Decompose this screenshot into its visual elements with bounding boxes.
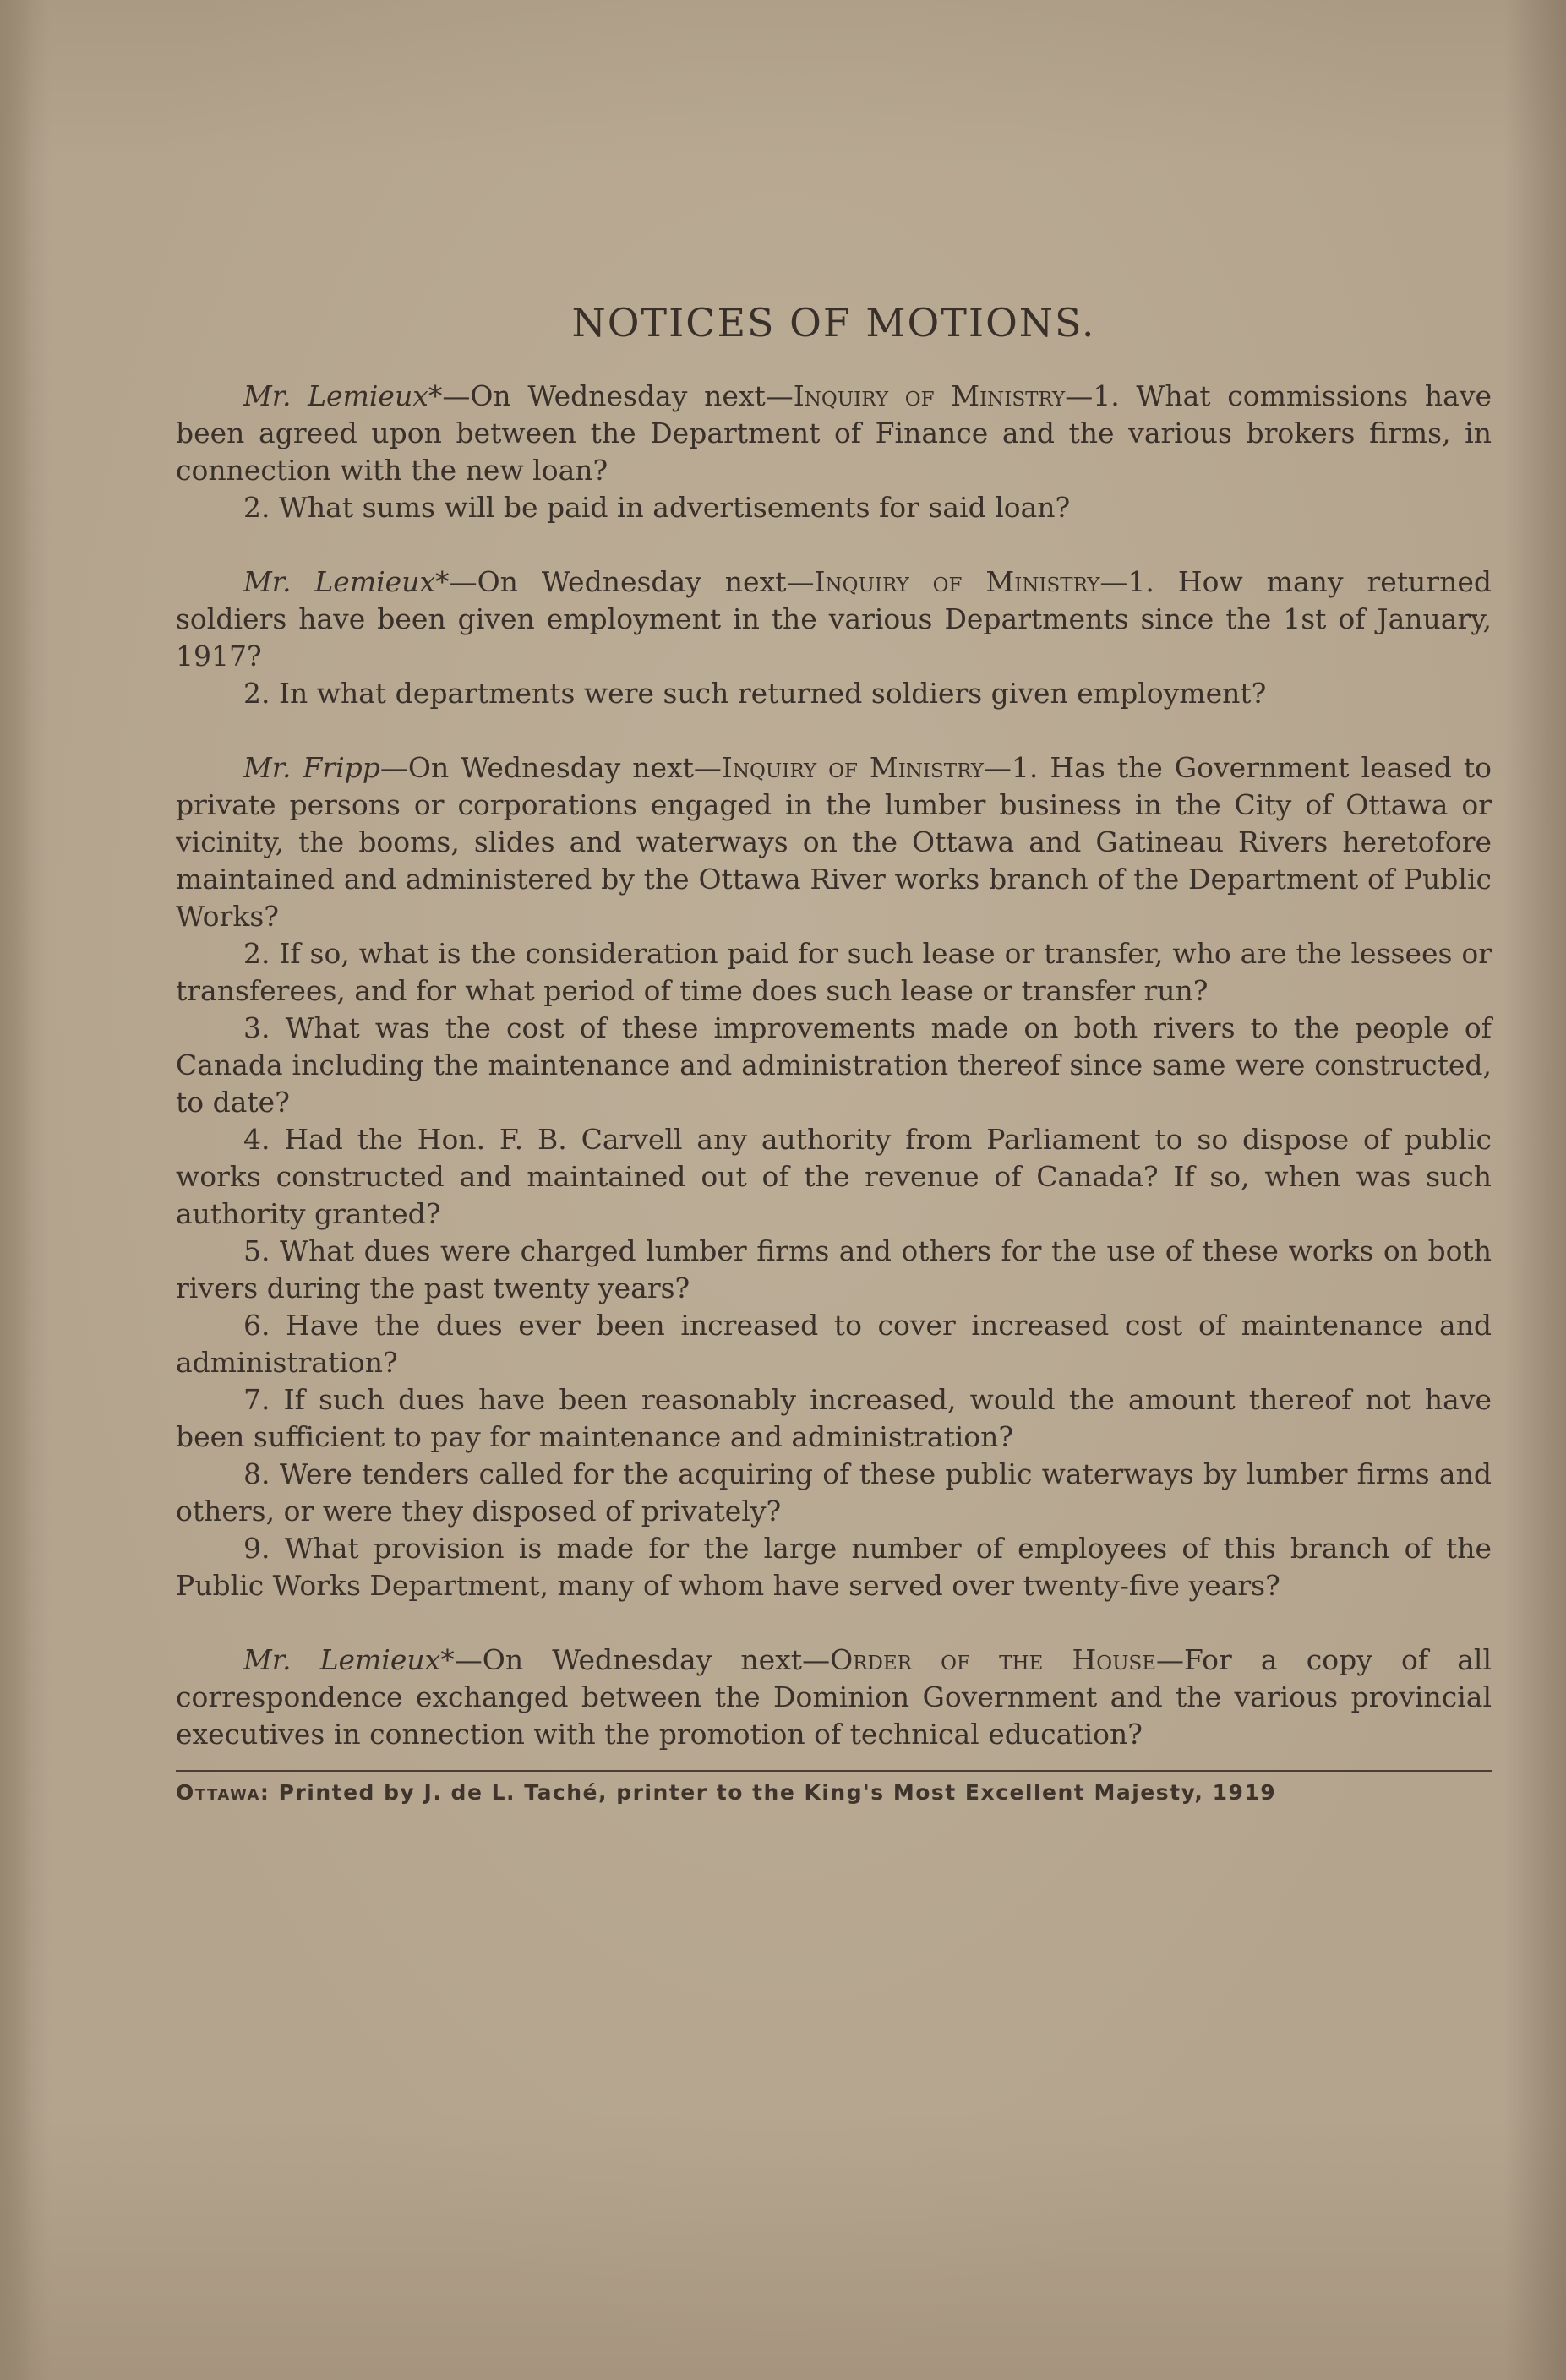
motion-question: 4. Had the Hon. F. B. Carvell any authority from Parliament to so dispose of public works constructed and maintained out of the revenue of Canada? If so, when was such authority granted?: [176, 1123, 1492, 1230]
motion-mover: Mr. Lemieux*: [243, 565, 450, 598]
page-title: NOTICES OF MOTIONS.: [571, 300, 1096, 346]
document: [176, 300, 1492, 1805]
motion: [176, 378, 1492, 526]
motion-intro: —For a copy of all correspondence exchanged between the Dominion Government and the various provincial executives in connection with the promotion of technical education?: [176, 1643, 1492, 1751]
motion-intro: —1. What commissions have been agreed upon between the Department of Finance and the various brokers firms, in connection with the new loan?: [176, 379, 1492, 487]
motion-question: 9. What provision is made for the large number of employees of this branch of the Public Works Department, many of whom have served over twenty-five years?: [176, 1532, 1492, 1602]
page-edge: [0, 0, 32, 2380]
motion-question: 6. Have the dues ever been increased to cover increased cost of maintenance and administration?: [176, 1309, 1492, 1379]
motion-mover: Mr. Lemieux*: [243, 1643, 455, 1676]
motion-question: 5. What dues were charged lumber firms and others for the use of these works on both rivers during the past twenty years?: [176, 1234, 1492, 1304]
motion-intro: —1. Has the Government leased to private persons or corporations engaged in the lumber business in the City of Ottawa or vicinity, the booms, slides and waterways on the Ottawa and Gatineau Rivers heretofore maintained and administered by the Ottawa River works branch of the Department of Public Works?: [176, 751, 1492, 933]
motion: [176, 749, 1492, 1604]
motion-question: 7. If such dues have been reasonably increased, would the amount thereof not have been sufficient to pay for maintenance and administration?: [176, 1383, 1492, 1453]
motion-question: 2. If so, what is the consideration paid for such lease or transfer, who are the lessees or transferees, and for what period of time does such lease or transfer run?: [176, 937, 1492, 1007]
motion: [176, 564, 1492, 712]
motion-kind: Order of the House: [830, 1643, 1157, 1676]
motion-mover: Mr. Fripp: [243, 751, 380, 784]
motion-question: 3. What was the cost of these improvements made on both rivers to the people of Canada including the maintenance and administration thereof since same were constructed, to date?: [176, 1011, 1492, 1119]
imprint-text: Printed by J. de L. Taché, printer to the King's Most Excellent Majesty, 1919: [270, 1780, 1277, 1805]
motion-when: —On Wednesday next—: [379, 751, 722, 784]
motion: [176, 1642, 1492, 1753]
motion-kind: Inquiry of Ministry: [814, 565, 1100, 598]
imprint-place: Ottawa:: [176, 1780, 270, 1805]
motion-kind: Inquiry of Ministry: [793, 379, 1066, 412]
motion-lead: [176, 378, 1492, 489]
motion-question: 2. In what departments were such returned soldiers given employment?: [243, 677, 1267, 710]
motion-lead: [176, 1642, 1492, 1753]
motion-mover: Mr. Lemieux*: [243, 379, 443, 412]
motion-lead: [176, 564, 1492, 675]
motion-when: —On Wednesday next—: [442, 379, 794, 412]
motion-kind: Inquiry of Ministry: [721, 751, 984, 784]
motion-question: 8. Were tenders called for the acquiring of these public waterways by lumber firms and others, or were they disposed of privately?: [176, 1457, 1492, 1528]
motion-lead: [176, 749, 1492, 935]
printer-imprint: [176, 1780, 1492, 1805]
motion-intro: —1. How many returned soldiers have been given employment in the various Departments since the 1st of January, 1917?: [176, 565, 1492, 673]
motion-when: —On Wednesday next—: [449, 565, 815, 598]
motion-when: —On Wednesday next—: [454, 1643, 831, 1676]
footer-rule: [176, 1770, 1492, 1772]
motion-question: 2. What sums will be paid in advertisements for said loan?: [243, 491, 1071, 524]
